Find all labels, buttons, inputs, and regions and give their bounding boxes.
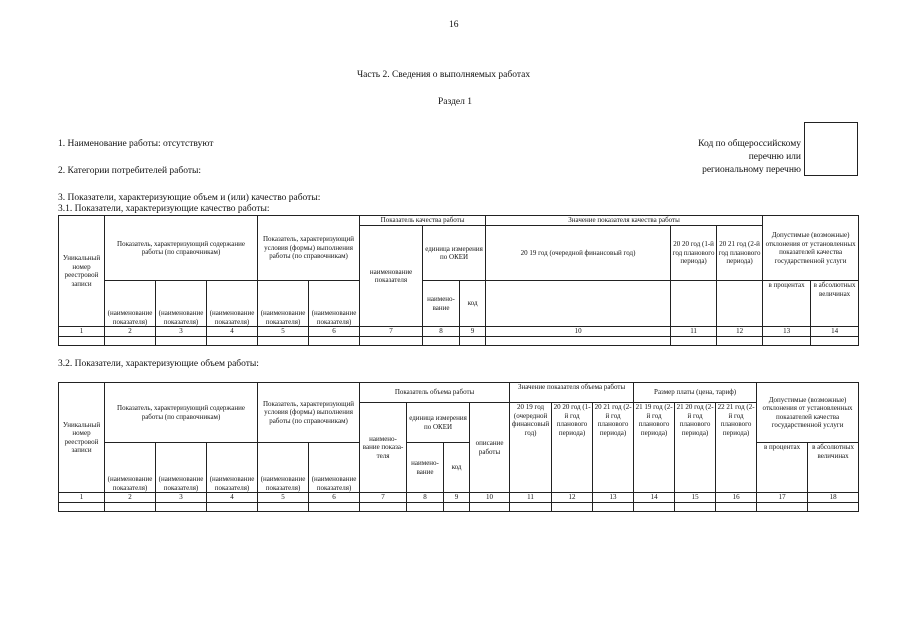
col-number: 4 [207, 327, 258, 337]
col-number: 7 [360, 493, 407, 503]
col-number: 2 [105, 327, 156, 337]
volume-table [58, 382, 859, 512]
conditions-indicator-header: Показатель, характеризующий условия (формы) выполнения работы (по справочникам) [258, 216, 360, 281]
col-number: 2 [105, 493, 156, 503]
value-2019-header: 20 19 год (очередной финансовый год) [510, 403, 552, 493]
col-number: 11 [671, 327, 717, 337]
unit-code-header: код [460, 281, 486, 327]
part-title: Часть 2. Сведения о выполняемых работах [357, 70, 531, 80]
value-2020-header: 20 20 год (1-й год планового периода) [552, 403, 593, 493]
content-sub-2: (наименование показателя) [156, 443, 207, 493]
conditions-sub-1: (наименование показателя) [258, 443, 309, 493]
conditions-sub-2: (наименование показателя) [309, 281, 360, 327]
unit-name-header: наимено-вание [407, 443, 444, 493]
volume-heading: 3.2. Показатели, характеризующие объем работы: [58, 359, 259, 369]
col-number: 3 [156, 327, 207, 337]
unique-record-header: Уникальный номер реестровой записи [59, 216, 105, 327]
volume-name-header: наимено-вание показа-теля [360, 403, 407, 493]
description-header: описание работы [470, 403, 510, 493]
content-sub-3: (наименование показателя) [207, 443, 258, 493]
col-number: 18 [808, 493, 859, 503]
indicator-name-header: наименование показателя [360, 226, 423, 327]
col-number: 10 [470, 493, 510, 503]
unique-record-header: Уникальный номер реестровой записи [59, 383, 105, 493]
registry-code-box[interactable] [804, 122, 858, 176]
code-label-3: региональному перечню [702, 165, 801, 175]
fee-2019-header: 21 19 год (2-й год планового периода) [634, 403, 675, 493]
unit-header: единица измерения по ОКЕИ [423, 226, 486, 281]
code-label-1: Код по общероссийскому [698, 139, 801, 149]
col-number: 16 [716, 493, 757, 503]
year-2019-header: 20 19 год (очередной финансовый год) [486, 226, 671, 281]
conditions-sub-1: (наименование показателя) [258, 281, 309, 327]
unit-name-header: наимено-вание [423, 281, 460, 327]
content-indicator-header: Показатель, характеризующий содержание работы (по справочникам) [105, 383, 258, 443]
quality-indicator-header: Показатель качества работы [360, 216, 486, 226]
table-row[interactable] [59, 337, 859, 346]
quality-table [58, 215, 859, 346]
value-2021-header: 20 21 год (2-й год планового периода) [593, 403, 634, 493]
page-number: 16 [449, 20, 459, 30]
deviation-header: Допустимые (возможные) отклонения от установленных показателей качества государственной услуги [757, 383, 859, 443]
col-number: 10 [486, 327, 671, 337]
fee-2021-header: 22 21 год (2-й год планового периода) [716, 403, 757, 493]
col-number: 8 [407, 493, 444, 503]
content-indicator-header: Показатель, характеризующий содержание работы (по справочникам) [105, 216, 258, 281]
content-sub-2: (наименование показателя) [156, 281, 207, 327]
consumer-categories: 2. Категории потребителей работы: [58, 166, 201, 176]
absolute-header: в абсолютных величинах [808, 443, 859, 493]
col-number: 14 [811, 327, 859, 337]
section-title: Раздел 1 [438, 97, 472, 107]
work-name: 1. Наименование работы: отсутствуют [58, 139, 214, 149]
table-row[interactable] [59, 503, 859, 512]
unit-header: единица измерения по ОКЕИ [407, 403, 470, 443]
percent-header: в процентах [763, 281, 811, 327]
fee-header: Размер платы (цена, тариф) [634, 383, 757, 403]
col-number: 1 [59, 327, 105, 337]
volume-indicator-header: Показатель объема работы [360, 383, 510, 403]
fee-2020-header: 21 20 год (2-й год планового периода) [675, 403, 716, 493]
col-number: 15 [675, 493, 716, 503]
unit-code-header: код [444, 443, 470, 493]
quality-value-header: Значение показателя качества работы [486, 216, 763, 226]
col-number: 3 [156, 493, 207, 503]
conditions-indicator-header: Показатель, характеризующий условия (формы) выполнения работы (по справочникам) [258, 383, 360, 443]
indicators-heading: 3. Показатели, характеризующие объем и (или) качество работы: [58, 193, 321, 203]
col-number: 5 [258, 493, 309, 503]
col-number: 5 [258, 327, 309, 337]
col-number: 7 [360, 327, 423, 337]
col-number: 6 [309, 493, 360, 503]
deviation-header: Допустимые (возможные) отклонения от установленных показателей качества государственной услуги [763, 216, 859, 281]
quality-heading: 3.1. Показатели, характеризующие качество работы: [58, 204, 270, 214]
year-2021-header: 20 21 год (2-й год планового периода) [717, 226, 763, 281]
col-number: 6 [309, 327, 360, 337]
col-number: 9 [460, 327, 486, 337]
volume-value-header: Значение показателя объема работы [510, 383, 634, 403]
content-sub-1: (наименование показателя) [105, 281, 156, 327]
col-number: 11 [510, 493, 552, 503]
col-number: 13 [593, 493, 634, 503]
col-number: 12 [717, 327, 763, 337]
content-sub-1: (наименование показателя) [105, 443, 156, 493]
col-number: 4 [207, 493, 258, 503]
col-number: 14 [634, 493, 675, 503]
col-number: 8 [423, 327, 460, 337]
absolute-header: в абсолютных величинах [811, 281, 859, 327]
col-number: 13 [763, 327, 811, 337]
col-number: 12 [552, 493, 593, 503]
col-number: 1 [59, 493, 105, 503]
percent-header: в процентах [757, 443, 808, 493]
col-number: 17 [757, 493, 808, 503]
year-2020-header: 20 20 год (1-й год планового периода) [671, 226, 717, 281]
conditions-sub-2: (наименование показателя) [309, 443, 360, 493]
col-number: 9 [444, 493, 470, 503]
content-sub-3: (наименование показателя) [207, 281, 258, 327]
code-label-2: перечню или [748, 152, 801, 162]
